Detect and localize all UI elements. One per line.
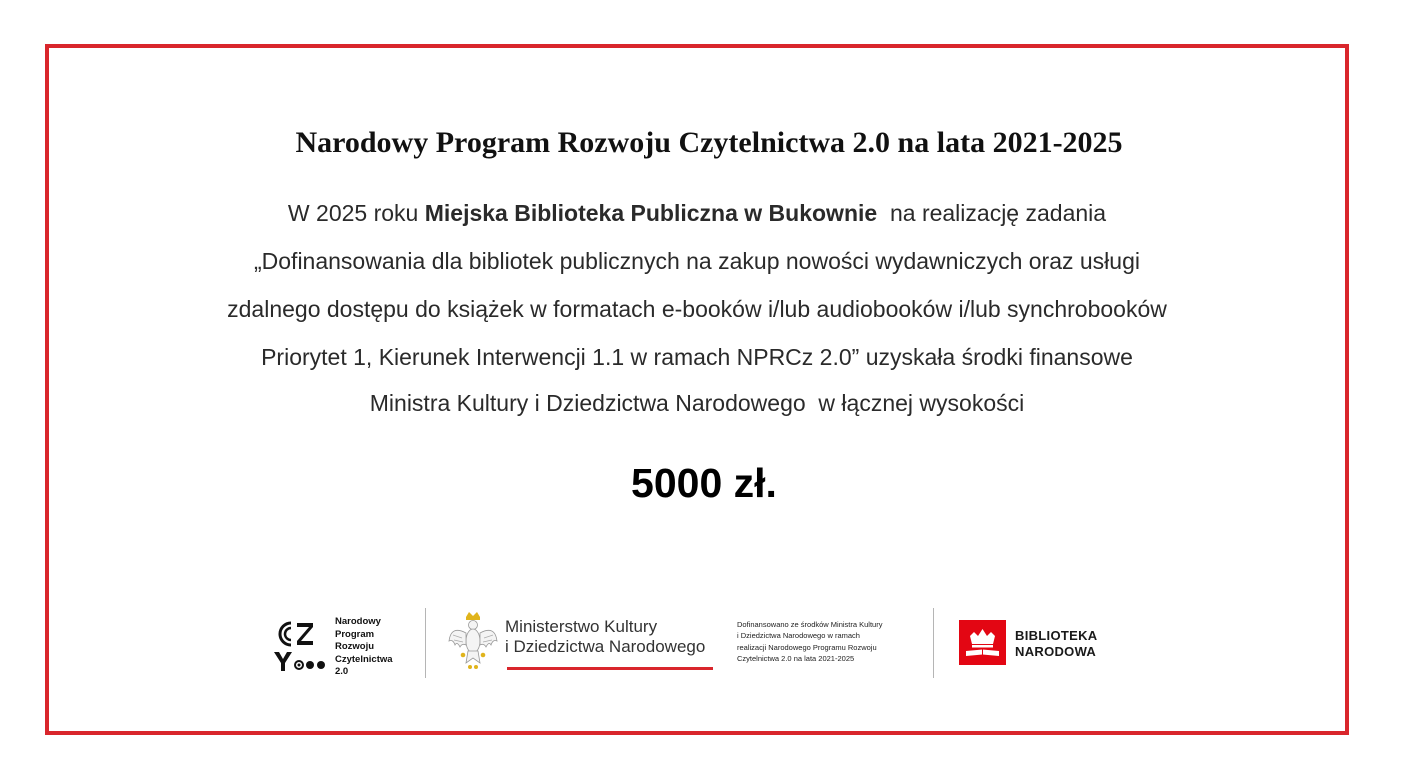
cofunding-line: i Dziedzictwa Narodowego w ramach xyxy=(737,631,860,641)
line1-suffix: na realizację zadania xyxy=(877,200,1107,226)
footer-divider xyxy=(425,608,426,678)
nprc-line: 2.0 xyxy=(335,666,349,678)
nprc-line: Czytelnictwa xyxy=(335,653,393,665)
nprc-line: Narodowy xyxy=(335,616,381,627)
polish-eagle-icon xyxy=(447,611,499,671)
footer-divider xyxy=(933,608,934,678)
nprc-logo-text xyxy=(335,616,393,679)
national-library-name xyxy=(1015,628,1097,660)
nprc-line: Rozwoju xyxy=(335,641,375,653)
document-title: Narodowy Program Rozwoju Czytelnictwa 2.0 na lata 2021-2025 xyxy=(295,126,1123,159)
cofunding-line: realizacji Narodowego Programu Rozwoju xyxy=(737,642,877,652)
ministry-line-1: Ministerstwo Kultury xyxy=(505,617,658,636)
nprc-line: Program xyxy=(335,628,375,640)
national-library-line-1: BIBLIOTEKA xyxy=(1015,628,1098,643)
line1-mid: roku xyxy=(367,200,425,226)
cofunding-line: Czytelnictwa 2.0 na lata 2021-2025 xyxy=(737,653,855,663)
paragraph-line-3: zdalnego dostępu do książek w formatach e-booków i/lub audiobooków i/lub synchrobooków xyxy=(227,296,1167,322)
paragraph-line-2: „Dofinansowania dla bibliotek publicznych na zakup nowości wydawniczych oraz usługi xyxy=(254,248,1140,274)
paragraph-line-1 xyxy=(49,200,1345,227)
national-library-line-2: NARODOWA xyxy=(1015,644,1097,659)
nprc-logo-icon xyxy=(271,617,331,675)
line1-prefix: W xyxy=(287,200,317,226)
ministry-line-2: i Dziedzictwa Narodowego xyxy=(505,637,706,656)
cofunding-line: Dofinansowano ze środków Ministra Kultury xyxy=(737,620,883,629)
paragraph-line-5: Ministra Kultury i Dziedzictwa Narodowego w łącznej wysokości xyxy=(369,390,1025,416)
cofunding-note xyxy=(737,619,882,664)
funding-amount: 5000 zł. xyxy=(631,460,777,506)
paragraph-line-4: Priorytet 1, Kierunek Interwencji 1.1 w ramach NPRCz 2.0” uzyskała środki finansowe xyxy=(261,344,1133,370)
document-frame xyxy=(45,44,1349,735)
ministry-name xyxy=(505,617,705,657)
biblioteka-narodowa-logo-icon xyxy=(959,620,1006,665)
library-name: Miejska Biblioteka Publiczna w Bukownie xyxy=(424,200,878,226)
footer-logos xyxy=(49,603,1345,693)
ministry-red-underline xyxy=(507,667,713,670)
year: 2025 xyxy=(316,200,368,226)
